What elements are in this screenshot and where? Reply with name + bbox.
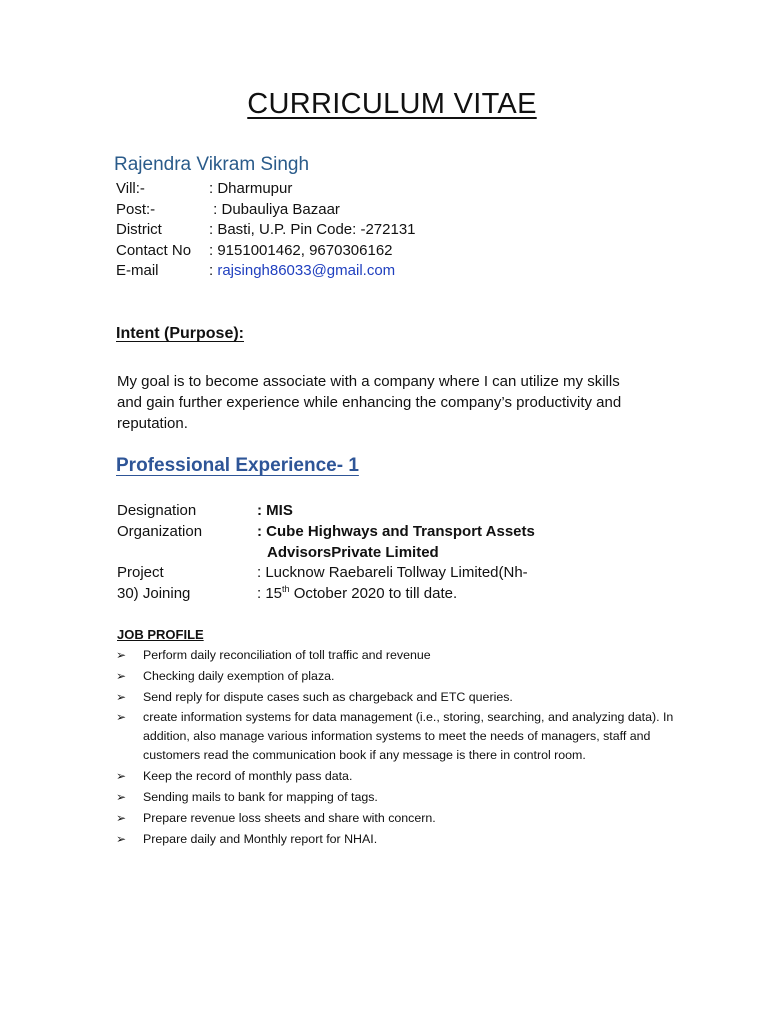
list-item [116,830,701,849]
arrow-bullet-icon: ➢ [116,789,127,804]
arrow-bullet-icon: ➢ [116,710,127,725]
organization-row [117,522,535,543]
list-item-text: Sending mails to bank for mapping of tags. [143,789,378,804]
experience-details [117,501,535,605]
contact-label: District [116,221,162,238]
arrow-bullet-icon: ➢ [116,648,127,662]
organization-label: Organization [117,522,203,540]
candidate-name: Rajendra Vikram Singh [114,154,310,175]
list-item [116,667,701,686]
job-profile-list [116,646,701,850]
contact-label: Post:- [116,200,156,218]
experience-heading: Professional Experience- 1 [116,455,359,476]
contact-label: Vill:- [116,180,145,197]
joining-value [257,584,457,605]
organization-row-continued [117,543,535,564]
organization-value-continued: AdvisorsPrivate Limited [267,543,439,561]
list-item-text: Send reply for dispute cases such as chargeback and ETC queries. [143,689,513,704]
contact-row-email [116,261,416,282]
list-item-text: create information systems for data management (i.e., storing, searching, and analyzing data). In addition, also manage various information systems to meet the needs of managers, staff and customers read the communication book if any message is there in control room. [143,710,674,763]
contact-label: E-mail [116,262,159,279]
list-item [116,688,701,707]
designation-value: : MIS [257,502,293,519]
list-item [116,708,701,765]
joining-prefix: : 15 [257,585,283,603]
project-row [117,563,535,584]
list-item [116,646,701,665]
list-item [116,788,701,807]
arrow-bullet-icon: ➢ [116,668,127,683]
project-value: : Lucknow Raebareli Tollway Limited(Nh- [257,564,528,582]
arrow-bullet-icon: ➢ [116,769,127,784]
list-item [116,809,701,828]
joining-label: 30) Joining [117,585,191,603]
contact-row-district [116,220,416,241]
contact-value: : 9151001462, 9670306162 [209,241,393,259]
joining-rest: October 2020 to till date. [289,585,458,603]
contact-row-phone [116,241,416,262]
organization-value: : Cube Highways and Transport Assets [257,522,535,540]
joining-row [117,584,535,605]
project-label: Project [117,564,164,582]
designation-row [117,501,535,522]
page-title: CURRICULUM VITAE [247,88,537,120]
arrow-bullet-icon: ➢ [116,831,127,846]
arrow-bullet-icon: ➢ [116,689,127,704]
list-item-text: Prepare daily and Monthly report for NHAI. [143,831,378,846]
contact-value: : Dubauliya Bazaar [209,200,340,218]
contact-value: : [209,262,218,279]
contact-row-vill [116,179,416,200]
intent-text: My goal is to become associate with a company where I can utilize my skills and gain further experience while enhancing the company’s productivity and reputation. [117,373,622,432]
email-link[interactable]: rajsingh86033@gmail.com [217,262,396,279]
intent-heading: Intent (Purpose): [116,325,244,342]
list-item [116,767,701,786]
list-item-text: Checking daily exemption of plaza. [143,668,335,683]
job-profile-heading: JOB PROFILE [117,627,204,642]
contact-details [116,179,416,282]
joining-superscript: th [282,584,290,595]
contact-label: Contact No [116,241,192,259]
designation-label: Designation [117,502,197,519]
list-item-text: Keep the record of monthly pass data. [143,769,353,784]
contact-value: : Basti, U.P. Pin Code: -272131 [209,221,416,238]
arrow-bullet-icon: ➢ [116,810,127,825]
contact-value: : Dharmupur [209,180,293,197]
contact-row-post [116,200,416,221]
list-item-text: Perform daily reconciliation of toll traffic and revenue [143,648,431,662]
list-item-text: Prepare revenue loss sheets and share with concern. [143,810,436,825]
